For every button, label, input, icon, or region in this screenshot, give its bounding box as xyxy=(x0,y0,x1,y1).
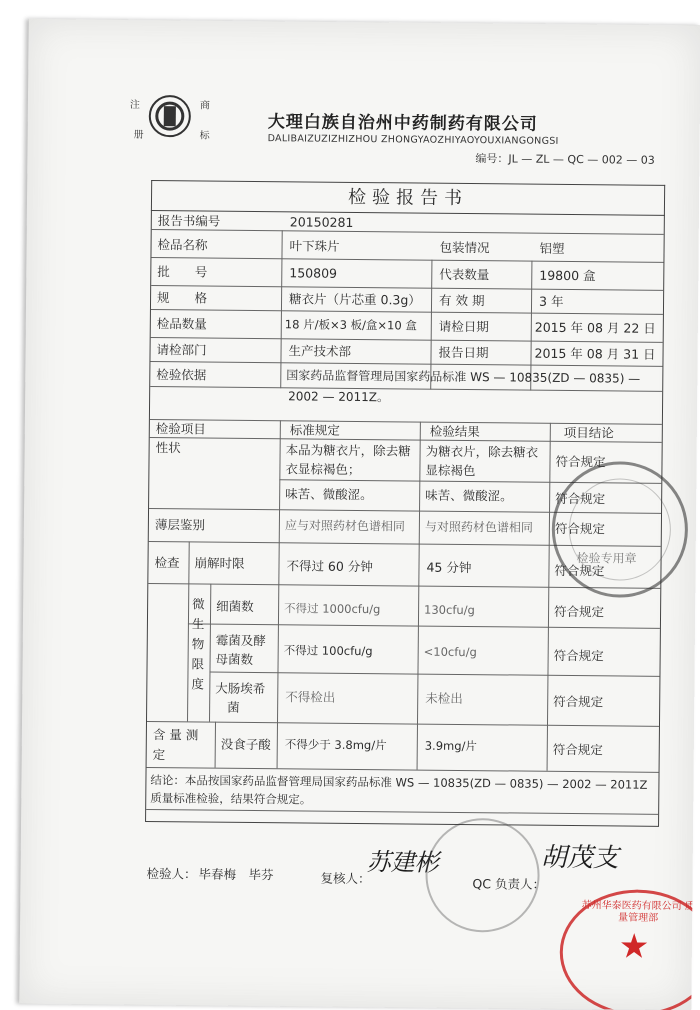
bacteria-std: 不得过 1000cfu/g xyxy=(284,601,381,617)
disintegration-res: 45 分钟 xyxy=(426,559,472,576)
document-number: 编号：JL — ZL — QC — 002 — 03 xyxy=(475,152,655,167)
stamp-star: ★ xyxy=(618,926,650,967)
red-quality-stamp xyxy=(559,889,700,1010)
report-paper xyxy=(19,19,700,1010)
spec-value: 糖衣片（片芯重 0.3g） xyxy=(288,291,421,308)
appearance-res-2: 显棕褐色 xyxy=(425,462,476,479)
disintegration-std: 不得过 60 分钟 xyxy=(286,558,373,575)
quantity-rep-value: 19800 盒 xyxy=(539,267,596,284)
report-no-label: 报告书编号 xyxy=(157,213,221,229)
trademark-logo xyxy=(120,82,221,147)
col-line xyxy=(209,584,211,722)
row-line xyxy=(151,285,663,291)
reviewer-label: 复核人： xyxy=(320,870,371,887)
ecoli-std: 不得检出 xyxy=(285,689,336,705)
product-label: 检品名称 xyxy=(157,237,208,253)
disintegration-label: 崩解时限 xyxy=(194,555,245,571)
assay-label-1: 含 量 测 xyxy=(152,727,199,743)
assay-conclusion: 符合规定 xyxy=(552,741,603,758)
inspection-stamp xyxy=(551,461,688,598)
row-line xyxy=(151,309,663,315)
qc-signature: 胡茂支 xyxy=(540,842,619,874)
batch-label: 批 号 xyxy=(157,264,208,280)
appearance-res-1: 为糖衣片，除去糖衣 xyxy=(425,443,539,460)
sample-qty-value: 18 片/板×3 板/盒×10 盒 xyxy=(284,317,417,333)
assay-std: 不得少于 3.8mg/片 xyxy=(284,737,387,753)
mold-label-1: 霉菌及酵 xyxy=(215,632,266,649)
assay-res: 3.9mg/片 xyxy=(424,738,478,754)
bacteria-res: 130cfu/g xyxy=(424,602,475,618)
dept-value: 生产技术部 xyxy=(288,343,352,359)
mold-conclusion: 符合规定 xyxy=(553,647,604,664)
packaging-value: 铝塑 xyxy=(539,240,565,256)
ecoli-label-1: 大肠埃希 xyxy=(215,680,266,697)
product-value: 叶下珠片 xyxy=(289,238,340,254)
micro-label-char-3: 物 xyxy=(191,636,205,652)
packaging-label: 包装情况 xyxy=(439,239,490,256)
inspector-label: 检验人： xyxy=(146,865,197,882)
appearance-std-1: 本品为糖衣片，除去糖 xyxy=(285,442,411,459)
tlc-label: 薄层鉴别 xyxy=(154,517,205,533)
mold-std: 不得过 100cfu/g xyxy=(283,643,373,659)
appearance-std-2: 衣显棕褐色； xyxy=(285,461,361,478)
col-conclusion-header: 项目结论 xyxy=(563,424,614,441)
logo-char-tl: 注 xyxy=(129,99,140,111)
stamp-right-text: 检验专用章 xyxy=(576,551,637,566)
sample-qty-label: 检品数量 xyxy=(156,316,207,332)
ecoli-label-2: 菌 xyxy=(227,699,240,715)
batch-value: 150809 xyxy=(289,265,338,281)
col-item-header: 检验项目 xyxy=(155,421,206,437)
logo-char-br: 标 xyxy=(199,130,210,142)
row-line xyxy=(146,809,658,815)
row-line xyxy=(151,337,663,343)
spec-label: 规 格 xyxy=(157,290,208,306)
micro-label-char-5: 度 xyxy=(191,676,204,692)
faded-stamp xyxy=(425,818,540,933)
tlc-res: 与对照药材色谱相同 xyxy=(424,519,533,535)
mold-label-2: 母菌数 xyxy=(215,651,254,667)
company-name-cn: 大理白族自治州中药制药有限公司 xyxy=(267,112,538,135)
col-line xyxy=(215,722,216,768)
report-date-value: 2015 年 08 月 31 日 xyxy=(534,345,656,362)
bacteria-conclusion: 符合规定 xyxy=(554,603,605,620)
col-line xyxy=(187,541,190,721)
request-date-value: 2015 年 08 月 22 日 xyxy=(534,319,656,336)
basis-line-2: 2002 — 2011Z。 xyxy=(288,389,390,405)
taste-res: 味苦、微酸涩。 xyxy=(425,487,513,504)
dept-label: 请检部门 xyxy=(156,342,207,358)
quantity-rep-label: 代表数量 xyxy=(439,266,490,283)
micro-label-char-2: 生 xyxy=(191,616,205,632)
assay-label-2: 定 xyxy=(152,747,166,763)
row-line xyxy=(151,257,663,263)
basis-line-1: 国家药品监督管理局国家药品标准 WS — 10835(ZD — 0835) — xyxy=(286,368,641,386)
col-result-header: 检验结果 xyxy=(429,423,480,440)
taste-conclusion: 符合规定 xyxy=(555,490,606,507)
reviewer-signature: 苏建彬 xyxy=(366,848,439,877)
conclusion-line-1: 结论：本品按国家药品监督管理局国家药品标准 WS — 10835(ZD — 0835) — 2002 — 2011Z xyxy=(150,773,648,792)
stamp-red-text: 苏州华泰医药有限公司 质量管理部 xyxy=(581,900,695,924)
micro-label-char-1: 微 xyxy=(192,596,205,612)
company-name-en: DALIBAIZUZIZHIZHOU ZHONGYAOZHIYAOYOUXIANGONGSI xyxy=(267,133,559,147)
inspector-names: 毕春梅 毕芬 xyxy=(198,866,274,883)
request-date-label: 请检日期 xyxy=(438,318,489,335)
bacteria-label: 细菌数 xyxy=(216,598,254,614)
ecoli-res: 未检出 xyxy=(425,690,463,706)
col-line xyxy=(547,423,551,771)
micro-label-char-4: 限 xyxy=(191,656,205,672)
disintegration-conclusion: 符合规定 xyxy=(554,562,605,579)
tlc-std: 应与对照药材色谱相同 xyxy=(284,518,405,534)
row-line xyxy=(188,623,660,629)
validity-label: 有 效 期 xyxy=(438,292,485,309)
report-title: 检验报告书 xyxy=(151,180,665,216)
report-no-value: 20150281 xyxy=(289,214,354,230)
check-label: 检查 xyxy=(154,555,180,571)
row-line xyxy=(147,721,659,727)
row-line xyxy=(152,229,664,235)
col-line xyxy=(417,422,421,770)
col-standard-header: 标准规定 xyxy=(289,422,340,438)
qc-label: QC 负责人： xyxy=(472,876,546,892)
appearance-label: 性状 xyxy=(155,440,181,456)
report-date-label: 报告日期 xyxy=(438,344,489,361)
ecoli-conclusion: 符合规定 xyxy=(553,693,604,710)
tlc-conclusion: 符合规定 xyxy=(554,520,605,537)
appearance-conclusion: 符合规定 xyxy=(555,453,606,470)
logo-char-bl: 册 xyxy=(133,129,144,141)
col-line xyxy=(277,420,281,768)
col-line xyxy=(280,230,283,388)
basis-label: 检验依据 xyxy=(156,367,207,383)
assay-substance: 没食子酸 xyxy=(220,736,271,753)
mold-res: <10cfu/g xyxy=(423,644,477,660)
logo-char-tr: 商 xyxy=(199,100,210,112)
validity-value: 3 年 xyxy=(538,293,564,309)
taste-std: 味苦、微酸涩。 xyxy=(285,486,373,503)
conclusion-line-2: 质量标准检验，结果符合规定。 xyxy=(150,791,312,807)
